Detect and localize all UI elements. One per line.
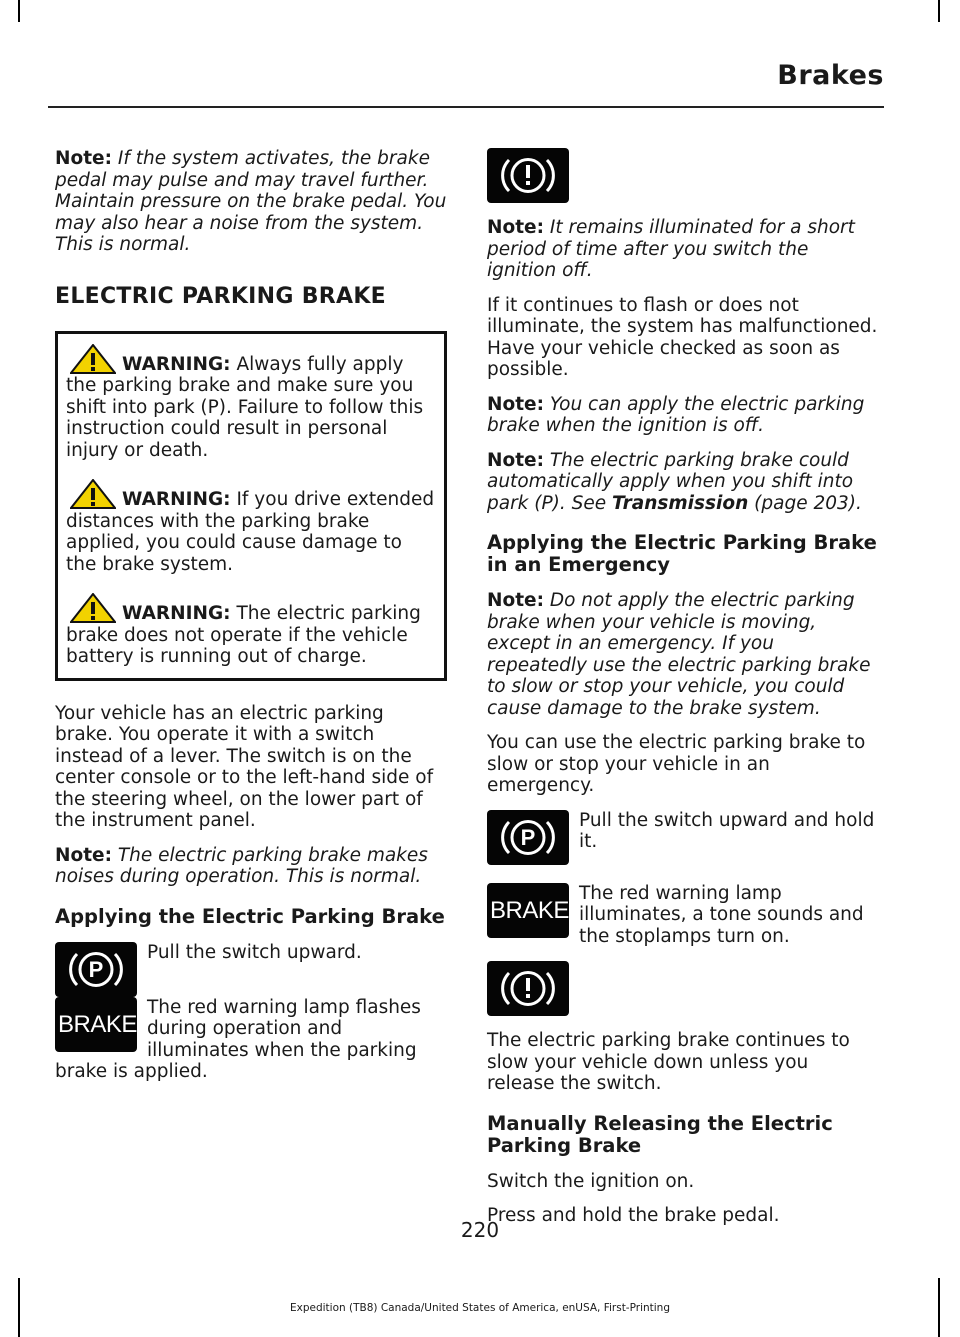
warning-text: The electric parking brake does not operate if the vehicle battery is running out of charge. <box>66 603 421 667</box>
warning-triangle-icon <box>70 479 116 509</box>
note-label: Note: <box>55 148 112 169</box>
warning-label: WARNING: <box>122 489 231 510</box>
page-number: 220 <box>460 1218 500 1242</box>
brake-lamp-label: BRAKE <box>58 1010 137 1038</box>
note-paragraph <box>487 217 879 282</box>
parking-brake-p-icon <box>487 810 569 865</box>
crop-mark <box>18 0 20 22</box>
body-paragraph: You can use the electric parking brake to slow or stop your vehicle in an emergency. <box>487 732 866 796</box>
left-column <box>55 148 447 1096</box>
warning-item <box>66 479 436 575</box>
warning-triangle-icon <box>70 593 116 623</box>
step-text: The red warning lamp flashes during operation and illuminates when the parking brake is applied. <box>55 996 421 1082</box>
step-text: Pull the switch upward and hold it. <box>579 809 875 852</box>
page-title: Brakes <box>777 60 884 91</box>
body-paragraph: The electric parking brake continues to slow your vehicle down unless you release the switch. <box>487 1030 850 1094</box>
note-text: (page 203). <box>748 492 862 514</box>
warning-item <box>66 593 436 668</box>
brake-warning-lamp-icon <box>487 883 569 938</box>
transmission-link[interactable]: Transmission <box>612 492 749 514</box>
note-text: It remains illuminated for a short period of time after you switch the ignition off. <box>487 217 855 281</box>
subsection-heading: Applying the Electric Parking Brake in an Emergency <box>487 531 877 576</box>
note-label: Note: <box>55 844 112 866</box>
brake-lamp-label: BRAKE <box>490 896 569 924</box>
note-label: Note: <box>487 590 544 611</box>
warning-text: Always fully apply the parking brake and make sure you shift into park (P). Failure to follow this instruction could result in personal injury or death. <box>66 353 424 461</box>
footer-info: Expedition (TB8) Canada/United States of America, enUSA, First-Printing <box>289 1302 670 1314</box>
subsection-heading: Applying the Electric Parking Brake <box>55 904 445 928</box>
note-paragraph <box>487 590 879 719</box>
warning-label: WARNING: <box>122 353 231 375</box>
note-text: You can apply the electric parking brake when the ignition is off. <box>487 393 865 436</box>
warning-triangle-icon <box>70 344 116 374</box>
warning-text: If you drive extended distances with the parking brake applied, you could cause damage to the brake system. <box>66 489 435 575</box>
brake-warning-lamp-icon <box>55 997 137 1052</box>
svg-text:P: P <box>520 824 536 850</box>
parking-brake-p-icon <box>55 942 137 997</box>
note-paragraph <box>55 845 447 888</box>
note-text: If the system activates, the brake pedal may pulse and may travel further. Maintain pressure on the brake pedal. You may also hear a noise from the system. This is normal. <box>55 148 447 255</box>
note-text: Do not apply the electric parking brake when your vehicle is moving, except in an emergency. If you repeatedly use the electric parking brake to slow or stop your vehicle, you could cause damage to the brake system. <box>487 590 871 719</box>
note-paragraph <box>487 450 879 515</box>
svg-text:P: P <box>88 956 104 982</box>
note-label: Note: <box>487 393 544 415</box>
body-paragraph: If it continues to flash or does not illuminate, the system has malfunctioned. Have your vehicle checked as soon as possible. <box>487 294 878 380</box>
note-paragraph <box>487 394 879 437</box>
warning-item <box>66 344 436 462</box>
note-label: Note: <box>487 217 544 238</box>
note-text: The electric parking brake could automatically apply when you shift into park (P). See <box>487 449 854 514</box>
crop-mark <box>938 0 940 22</box>
body-paragraph: Press and hold the brake pedal. <box>487 1205 780 1226</box>
brake-system-exclamation-icon <box>487 148 569 203</box>
note-label: Note: <box>487 449 544 471</box>
body-paragraph: Your vehicle has an electric parking brake. You operate it with a switch instead of a lever. The switch is on the center console or to the left-hand side of the steering wheel, on the lower part of the instrument panel. <box>55 702 434 831</box>
brake-system-exclamation-icon <box>487 961 569 1016</box>
subsection-heading: Manually Releasing the Electric Parking Brake <box>487 1111 833 1157</box>
note-paragraph <box>55 148 447 256</box>
header-divider <box>48 106 884 108</box>
warning-label: WARNING: <box>122 603 231 624</box>
note-text: The electric parking brake makes noises during operation. This is normal. <box>55 844 428 887</box>
step-text: Pull the switch upward. <box>147 941 362 963</box>
section-heading: ELECTRIC PARKING BRAKE <box>55 283 387 309</box>
warning-box <box>55 331 447 681</box>
right-column <box>487 148 879 1240</box>
step-text: The red warning lamp illuminates, a tone sounds and the stoplamps turn on. <box>579 882 864 947</box>
body-paragraph: Switch the ignition on. <box>487 1170 695 1192</box>
